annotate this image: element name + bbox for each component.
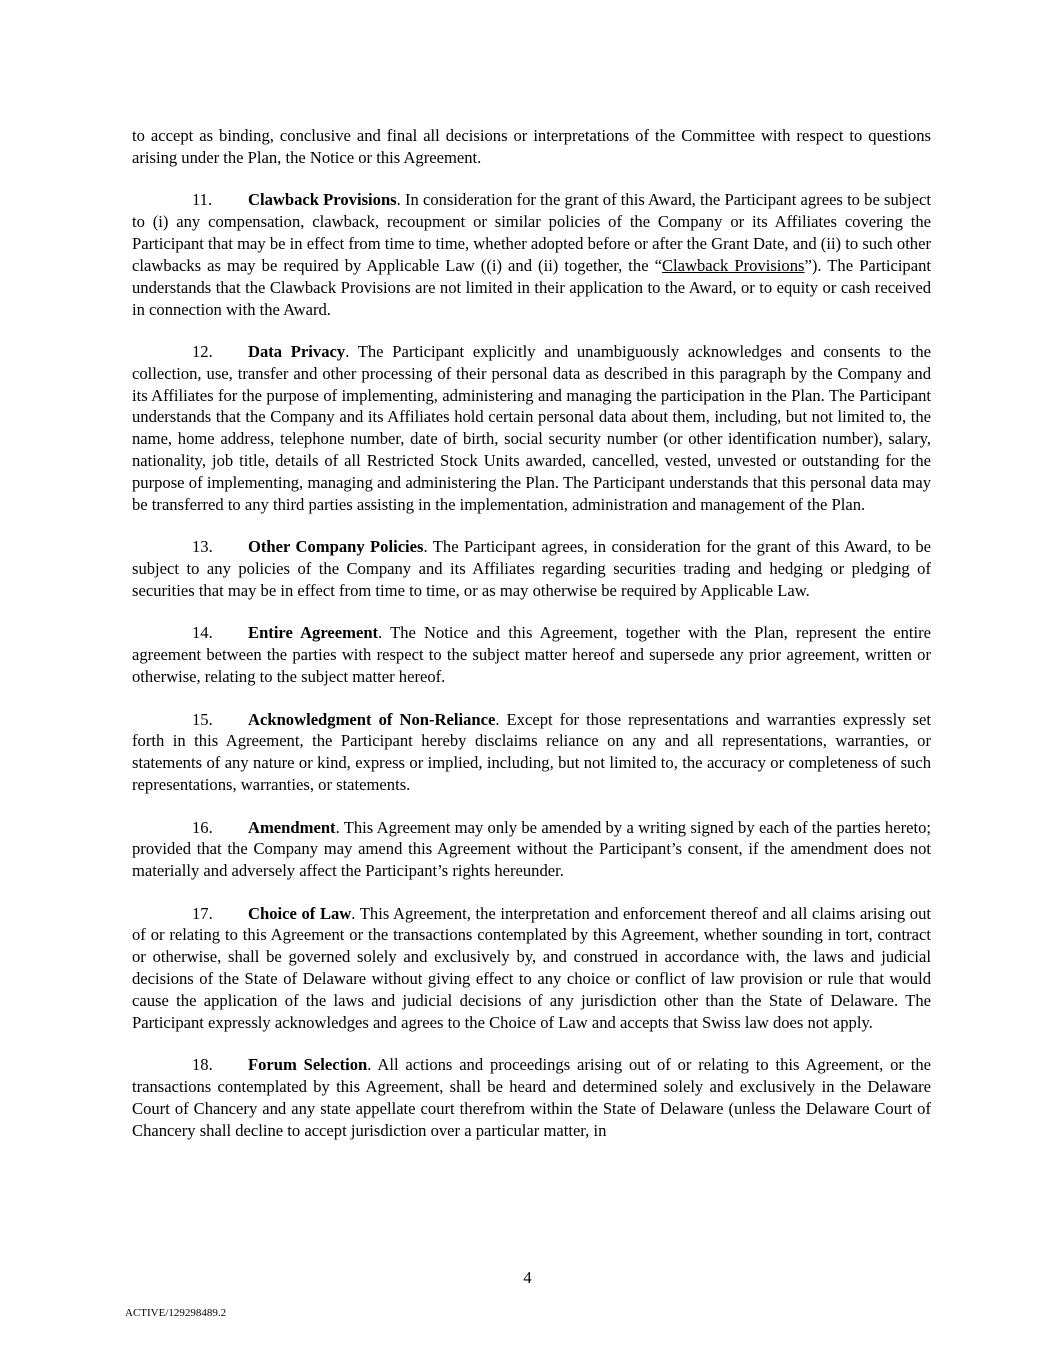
section-13-other-company-policies: 13. Other Company Policies. The Participant agrees, in consideration for the grant of this Award, to be subject to any policies of the Company and its Affiliates regarding securities trading and hedging or pledging of securities that may be in effect from time to time, or as may otherwise be required by Applicable Law.	[132, 537, 931, 600]
document-id: ACTIVE/129298489.2	[125, 1307, 227, 1319]
section-11-clawback-provisions: 11. Clawback Provisions. In consideration for the grant of this Award, the Participant agrees to be subject to (i) any compensation, clawback, recoupment or similar policies of the Company or its Affiliates covering the Participant that may be in effect from time to time, whether adopted before or after the Grant Date, and (ii) to such other clawbacks as may be required by Applicable Law ((i) and (ii) together, the “Clawback Provisions”). The Participant understands that the Clawback Provisions are not limited in their application to the Award, or to equity or cash received in connection with the Award.	[132, 190, 931, 319]
defined-term-clawback-provisions: Clawback Provisions	[661, 255, 805, 275]
section-heading: Data Privacy	[248, 341, 346, 361]
section-18-forum-selection: 18. Forum Selection. All actions and proceedings arising out of or relating to this Agreement, or the transactions contemplated by this Agreement, shall be heard and determined solely and exclusively in the Delaware Court of Chancery and any state appellate court therefrom within the State of Delaware (unless the Delaware Court of Chancery shall decline to accept jurisdiction over a particular matter, in	[132, 1055, 931, 1140]
section-body-part-2: ”). The Participant understands that the Clawback Provisions are not limited in their application to the Award, or to equity or cash received in connection with the Award.	[132, 255, 931, 319]
section-heading: Other Company Policies	[248, 537, 424, 557]
section-number: 14.	[192, 623, 213, 643]
section-number: 13.	[192, 537, 213, 557]
section-body: The Participant explicitly and unambiguously acknowledges and consents to the collection, use, transfer and other processing of their personal data as described in this paragraph by the Company and its Affiliates for the purpose of implementing, administering and managing the participation in the Plan. The Participant understands that the Company and its Affiliates hold certain personal data about them, including, but not limited to, the name, home address, telephone number, date of birth, social security number (or other identification number), salary, nationality, job title, details of all Restricted Stock Units awarded, cancelled, vested, unvested or outstanding for the purpose of implementing, managing and administering the Plan. The Participant understands that this personal data may be transferred to any third parties assisting in the implementation, administration and management of the Plan.	[132, 341, 932, 514]
section-body: The Notice and this Agreement, together with the Plan, represent the entire agreement between the parties with respect to the subject matter hereof and supersede any prior agreement, written or otherwise, relating to the subject matter hereof.	[132, 623, 931, 687]
section-body: This Agreement, the interpretation and enforcement thereof and all claims arising out of or relating to this Agreement or the transactions contemplated by this Agreement, whether sounding in tort, contract or otherwise, shall be governed solely and exclusively by, and construed in accordance with, the laws and judicial decisions of the State of Delaware without giving effect to any choice or conflict of law provision or rule that would cause the application of the laws and judicial decisions of any jurisdiction other than the State of Delaware. The Participant expressly acknowledges and agrees to the Choice of Law and accepts that Swiss law does not apply.	[132, 903, 931, 1032]
continuation-paragraph: to accept as binding, conclusive and final all decisions or interpretations of the Committee with respect to questions arising under the Plan, the Notice or this Agreement.	[132, 126, 931, 167]
section-body: This Agreement may only be amended by a writing signed by each of the parties hereto; provided that the Company may amend this Agreement without the Participant’s consent, if the amendment does not materially and adversely affect the Participant’s rights hereunder.	[132, 817, 931, 881]
section-body: The Participant agrees, in consideration for the grant of this Award, to be subject to any policies of the Company and its Affiliates regarding securities trading and hedging or pledging of securities that may be in effect from time to time, or as may otherwise be required by Applicable Law.	[132, 537, 931, 600]
section-body-part-1: In consideration for the grant of this Award, the Participant agrees to be subject to (i) any compensation, clawback, recoupment or similar policies of the Company or its Affiliates covering the Participant that may be in effect from time to time, whether adopted before or after the Grant Date, and (ii) to such other clawbacks as may be required by Applicable Law ((i) and (ii) together, the “	[132, 190, 931, 275]
section-heading: Acknowledgment of Non-Reliance	[248, 709, 496, 729]
document-body	[132, 125, 931, 1162]
section-body: All actions and proceedings arising out of or relating to this Agreement, or the transactions contemplated by this Agreement, shall be heard and determined solely and exclusively in the Delaware Court of Chancery and any state appellate court therefrom within the State of Delaware (unless the Delaware Court of Chancery shall decline to accept jurisdiction over a particular matter, in	[132, 1055, 931, 1140]
section-number: 18.	[192, 1055, 213, 1075]
section-12-data-privacy: 12. Data Privacy. The Participant explicitly and unambiguously acknowledges and consents to the collection, use, transfer and other processing of their personal data as described in this paragraph by the Company and its Affiliates for the purpose of implementing, administering and managing the participation in the Plan. The Participant understands that the Company and its Affiliates hold certain personal data about them, including, but not limited to, the name, home address, telephone number, date of birth, social security number (or other identification number), salary, nationality, job title, details of all Restricted Stock Units awarded, cancelled, vested, unvested or outstanding for the purpose of implementing, managing and administering the Plan. The Participant understands that this personal data may be transferred to any third parties assisting in the implementation, administration and management of the Plan.	[132, 341, 932, 514]
section-number: 16.	[192, 817, 213, 837]
section-17-choice-of-law: 17. Choice of Law. This Agreement, the interpretation and enforcement thereof and all claims arising out of or relating to this Agreement or the transactions contemplated by this Agreement, whether sounding in tort, contract or otherwise, shall be governed solely and exclusively by, and construed in accordance with, the laws and judicial decisions of the State of Delaware without giving effect to any choice or conflict of law provision or rule that would cause the application of the laws and judicial decisions of any jurisdiction other than the State of Delaware. The Participant expressly acknowledges and agrees to the Choice of Law and accepts that Swiss law does not apply.	[132, 903, 931, 1032]
section-heading: Forum Selection	[248, 1055, 368, 1075]
section-16-amendment: 16. Amendment. This Agreement may only be amended by a writing signed by each of the parties hereto; provided that the Company may amend this Agreement without the Participant’s consent, if the amendment does not materially and adversely affect the Participant’s rights hereunder.	[132, 817, 931, 881]
section-number: 17.	[192, 903, 213, 923]
section-heading: Entire Agreement	[248, 623, 379, 643]
section-15-acknowledgment-of-non-reliance: 15. Acknowledgment of Non-Reliance. Except for those representations and warranties expressly set forth in this Agreement, the Participant hereby disclaims reliance on any and all representations, warranties, or statements of any nature or kind, express or implied, including, but not limited to, the accuracy or completeness of such representations, warranties, or statements.	[132, 709, 931, 795]
section-number: 11.	[192, 190, 213, 210]
section-number: 15.	[192, 709, 213, 729]
section-heading: Clawback Provisions	[248, 190, 397, 210]
page-number: 4	[523, 1268, 532, 1287]
section-number: 12.	[192, 341, 213, 361]
section-heading: Amendment	[248, 817, 336, 837]
section-body: Except for those representations and warranties expressly set forth in this Agreement, the Participant hereby disclaims reliance on any and all representations, warranties, or statements of any nature or kind, express or implied, including, but not limited to, the accuracy or completeness of such representations, warranties, or statements.	[132, 709, 931, 795]
section-heading: Choice of Law	[248, 903, 352, 923]
section-14-entire-agreement: 14. Entire Agreement. The Notice and this Agreement, together with the Plan, represent the entire agreement between the parties with respect to the subject matter hereof and supersede any prior agreement, written or otherwise, relating to the subject matter hereof.	[132, 623, 931, 687]
